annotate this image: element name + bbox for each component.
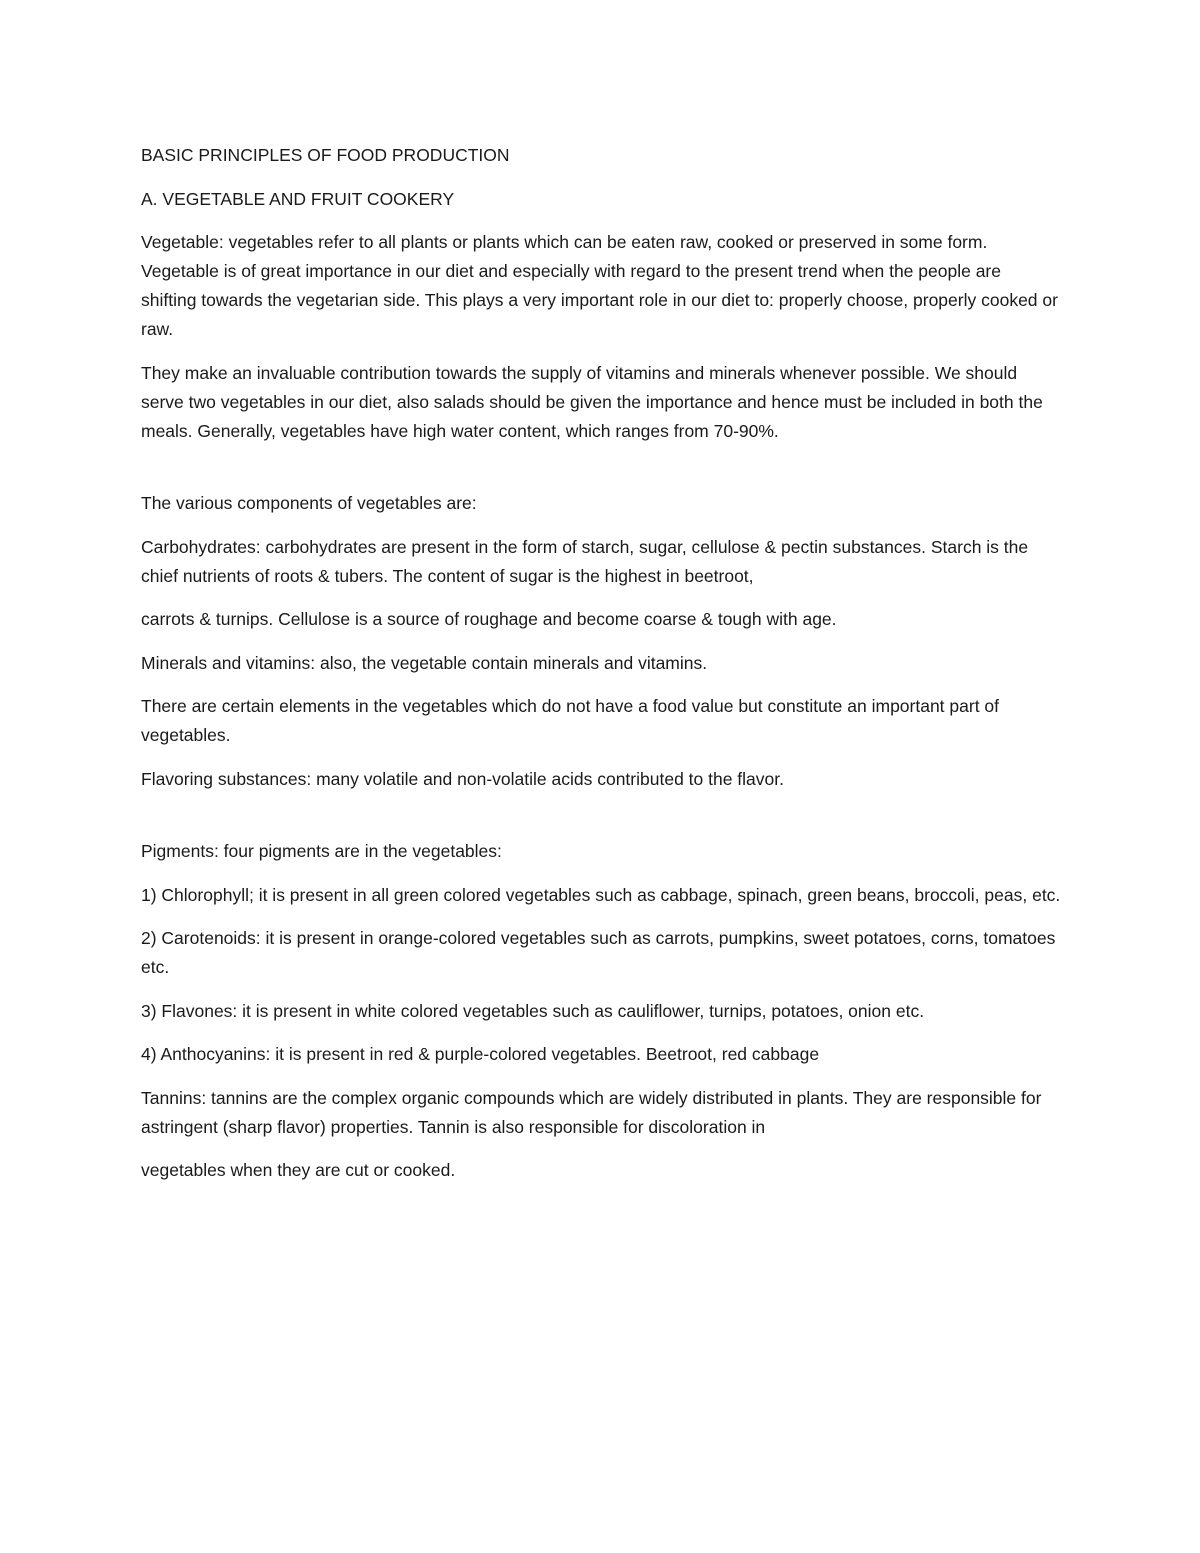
paragraph-components-intro: The various components of vegetables are: (141, 493, 477, 513)
blank-line (141, 460, 1061, 489)
paragraph-pigments-intro: Pigments: four pigments are in the vegetables: (141, 841, 502, 861)
paragraph-tannins-continued: vegetables when they are cut or cooked. (141, 1160, 456, 1180)
paragraph-minerals-vitamins: Minerals and vitamins: also, the vegetable contain minerals and vitamins. (141, 652, 708, 673)
paragraph-vitamins-minerals: They make an invaluable contribution towards the supply of vitamins and minerals whenever possible. We should serve two vegetables in our diet, also salads should be given the importance and hence must be included in both the meals. Generally, vegetables have high water content, which ranges from 70-90%. (141, 362, 1043, 441)
paragraph-other-elements: There are certain elements in the vegetables which do not have a food value but constitute an important part of vegetables. (141, 696, 1000, 745)
document-title: BASIC PRINCIPLES OF FOOD PRODUCTION (141, 145, 510, 165)
paragraph-cellulose: carrots & turnips. Cellulose is a source of roughage and become coarse & tough with age. (141, 609, 837, 629)
paragraph-vegetable-definition: Vegetable: vegetables refer to all plants or plants which can be eaten raw, cooked or preserved in some form. Vegetable is of great importance in our diet and especially with regard to the present trend when the people are shifting towards the vegetarian side. This plays a very important role in our diet to: properly choose, properly cooked or raw. (141, 232, 1058, 339)
paragraph-tannins: Tannins: tannins are the complex organic compounds which are widely distributed in plants. They are responsible for astringent (sharp flavor) properties. Tannin is also responsible for discoloration in (141, 1087, 1042, 1137)
paragraph-carbohydrates: Carbohydrates: carbohydrates are present in the form of starch, sugar, cellulose & pectin substances. Starch is the chief nutrients of roots & tubers. The content of sugar is the highest in beetroot, (141, 536, 1029, 586)
paragraph-chlorophyll: 1) Chlorophyll; it is present in all green colored vegetables such as cabbage, spinach, green beans, broccoli, peas, etc. (141, 884, 1061, 905)
section-heading: A. VEGETABLE AND FRUIT COOKERY (141, 188, 455, 209)
paragraph-flavoring: Flavoring substances: many volatile and non-volatile acids contributed to the flavor. (141, 768, 784, 789)
document-page (141, 141, 1061, 1200)
paragraph-anthocyanins: 4) Anthocyanins: it is present in red & purple-colored vegetables. Beetroot, red cabbage (141, 1044, 820, 1064)
paragraph-flavones: 3) Flavones: it is present in white colored vegetables such as cauliflower, turnips, potatoes, onion etc. (141, 1000, 925, 1021)
paragraph-carotenoids: 2) Carotenoids: it is present in orange-colored vegetables such as carrots, pumpkins, sweet potatoes, corns, tomatoes etc. (141, 928, 1056, 977)
blank-line (141, 808, 1061, 837)
